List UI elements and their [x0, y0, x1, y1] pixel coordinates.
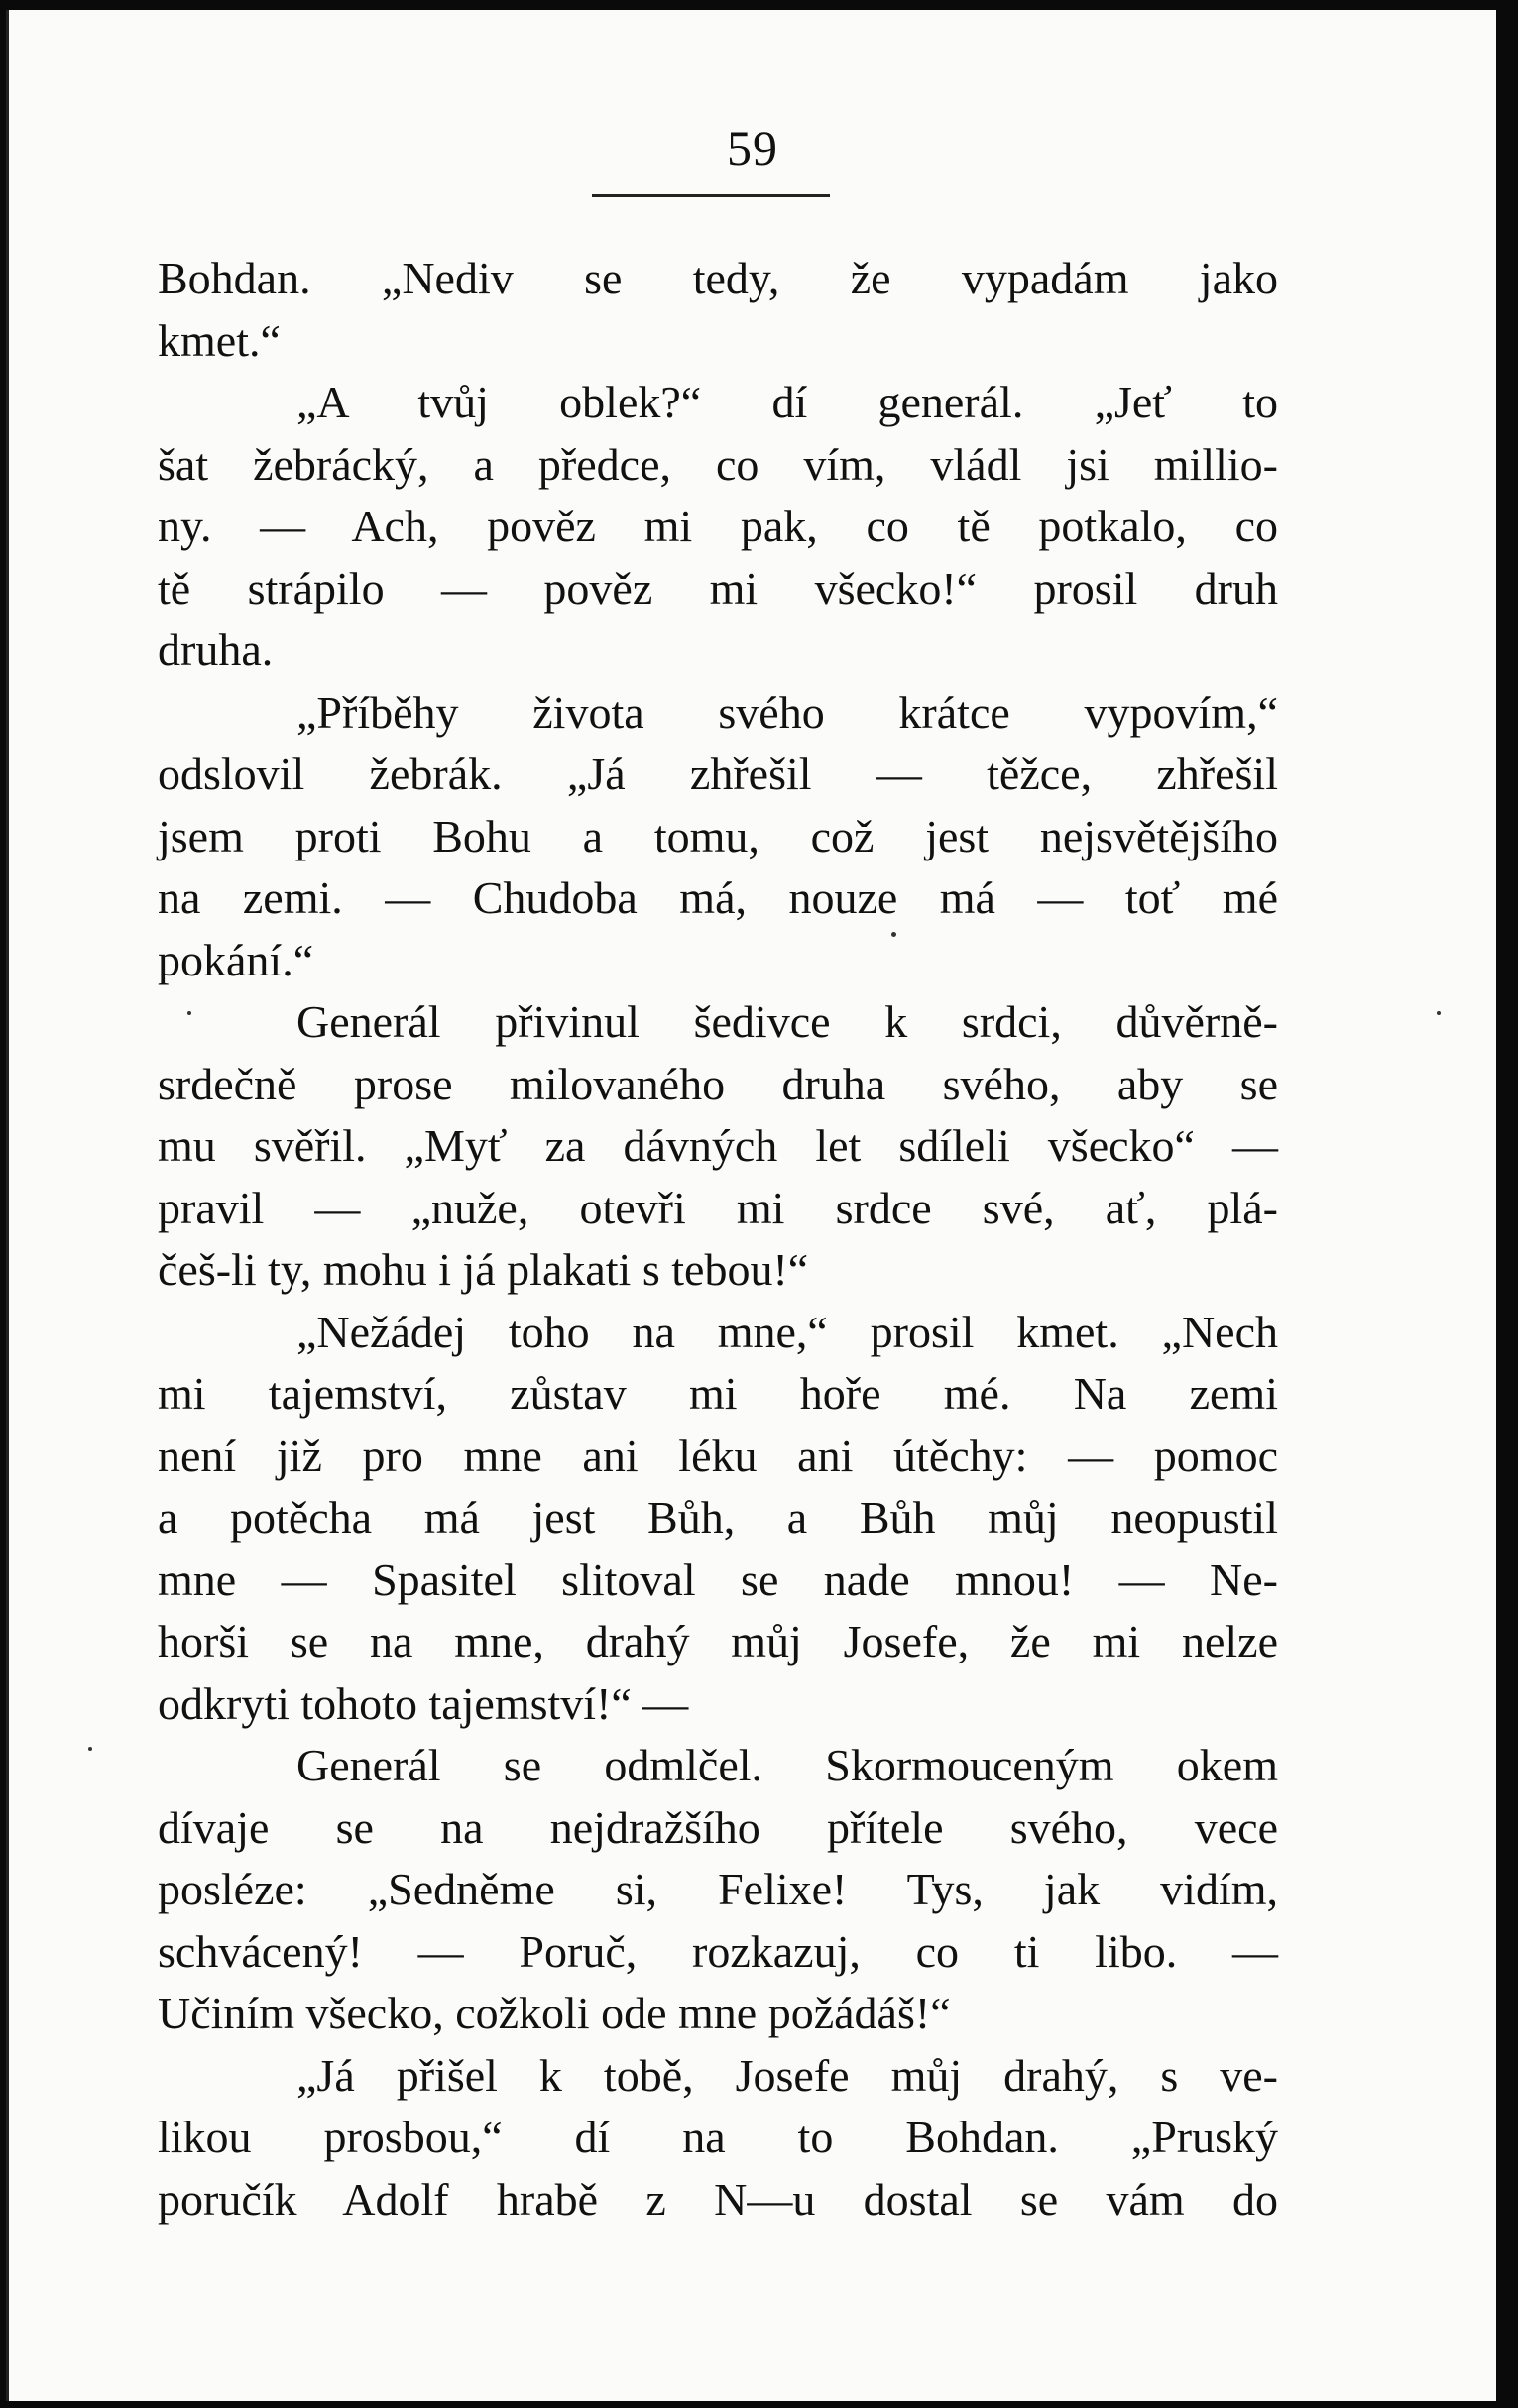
text-line: Učiním všecko, cožkoli ode mne požádáš!“ [158, 1988, 951, 2038]
text-line: není již pro mne ani léku ani útěchy: — pomoc [158, 1430, 1278, 1481]
text-line: odkryti tohoto tajemství!“ — [158, 1677, 689, 1729]
speck-mark [187, 1011, 191, 1015]
text-line: pokání.“ [158, 934, 314, 985]
text-line: dívaje se na nejdražšího přítele svého, vece [158, 1801, 1278, 1853]
text-line: Generál se odmlčel. Skormouceným okem [296, 1740, 1278, 1790]
text-line: schvácený! — Poruč, rozkazuj, co ti libo. — [158, 1925, 1278, 1977]
text-line: tě strápilo — pověz mi všecko!“ prosil druh [158, 562, 1278, 614]
text-line: posléze: „Sedněme si, Felixe! Tys, jak vidím, [158, 1864, 1278, 1914]
speck-mark [1437, 1011, 1441, 1015]
text-line: druha. [158, 625, 274, 675]
text-line: „Příběhy života svého krátce vypovím,“ [296, 686, 1278, 738]
text-line: likou prosbou,“ dí na to Bohdan. „Pruský [158, 2112, 1278, 2162]
text-line: na zemi. — Chudoba má, nouze má — toť mé [158, 872, 1278, 923]
text-line: odslovil žebrák. „Já zhřešil — těžce, zhřešil [158, 748, 1278, 799]
book-page [6, 10, 1496, 2401]
text-line: šat žebrácký, a předce, co vím, vládl jsi millio- [158, 438, 1278, 490]
body-text [158, 248, 1278, 2231]
text-line: poručík Adolf hrabě z N—u dostal se vám do [158, 2173, 1278, 2225]
text-line: mi tajemství, zůstav mi hoře mé. Na zemi [158, 1368, 1278, 1419]
text-line: srdečně prose milovaného druha svého, aby se [158, 1058, 1278, 1109]
text-line: Generál přivinul šedivce k srdci, důvěrně- [296, 996, 1278, 1047]
text-line: kmet.“ [158, 314, 281, 366]
text-line: pravil — „nuže, otevři mi srdce své, ať, plá- [158, 1182, 1278, 1233]
speck-mark [88, 1747, 92, 1751]
text-line: jsem proti Bohu a tomu, což jest nejsvětějšího [158, 810, 1278, 861]
text-line: ny. — Ach, pověz mi pak, co tě potkalo, co [158, 501, 1278, 551]
text-line: a potěcha má jest Bůh, a Bůh můj neopustil [158, 1492, 1278, 1543]
text-line: mu svěřil. „Myť za dávných let sdíleli všecko“ — [158, 1120, 1278, 1171]
speck-mark [891, 932, 896, 937]
text-line: „Já přišel k tobě, Josefe můj drahý, s ve- [296, 2049, 1278, 2101]
text-line: Bohdan. „Nediv se tedy, že vypadám jako [158, 253, 1278, 303]
text-line: češ-li ty, mohu i já plakati s tebou!“ [158, 1244, 809, 1295]
text-line: „Nežádej toho na mne,“ prosil kmet. „Nech [296, 1306, 1278, 1357]
text-line: horši se na mne, drahý můj Josefe, že mi nelze [158, 1616, 1278, 1666]
header-rule [592, 194, 830, 197]
page-number: 59 [727, 120, 778, 175]
text-line: „A tvůj oblek?“ dí generál. „Jeť to [296, 377, 1278, 427]
text-line: mne — Spasitel slitoval se nade mnou! — Ne- [158, 1553, 1278, 1605]
